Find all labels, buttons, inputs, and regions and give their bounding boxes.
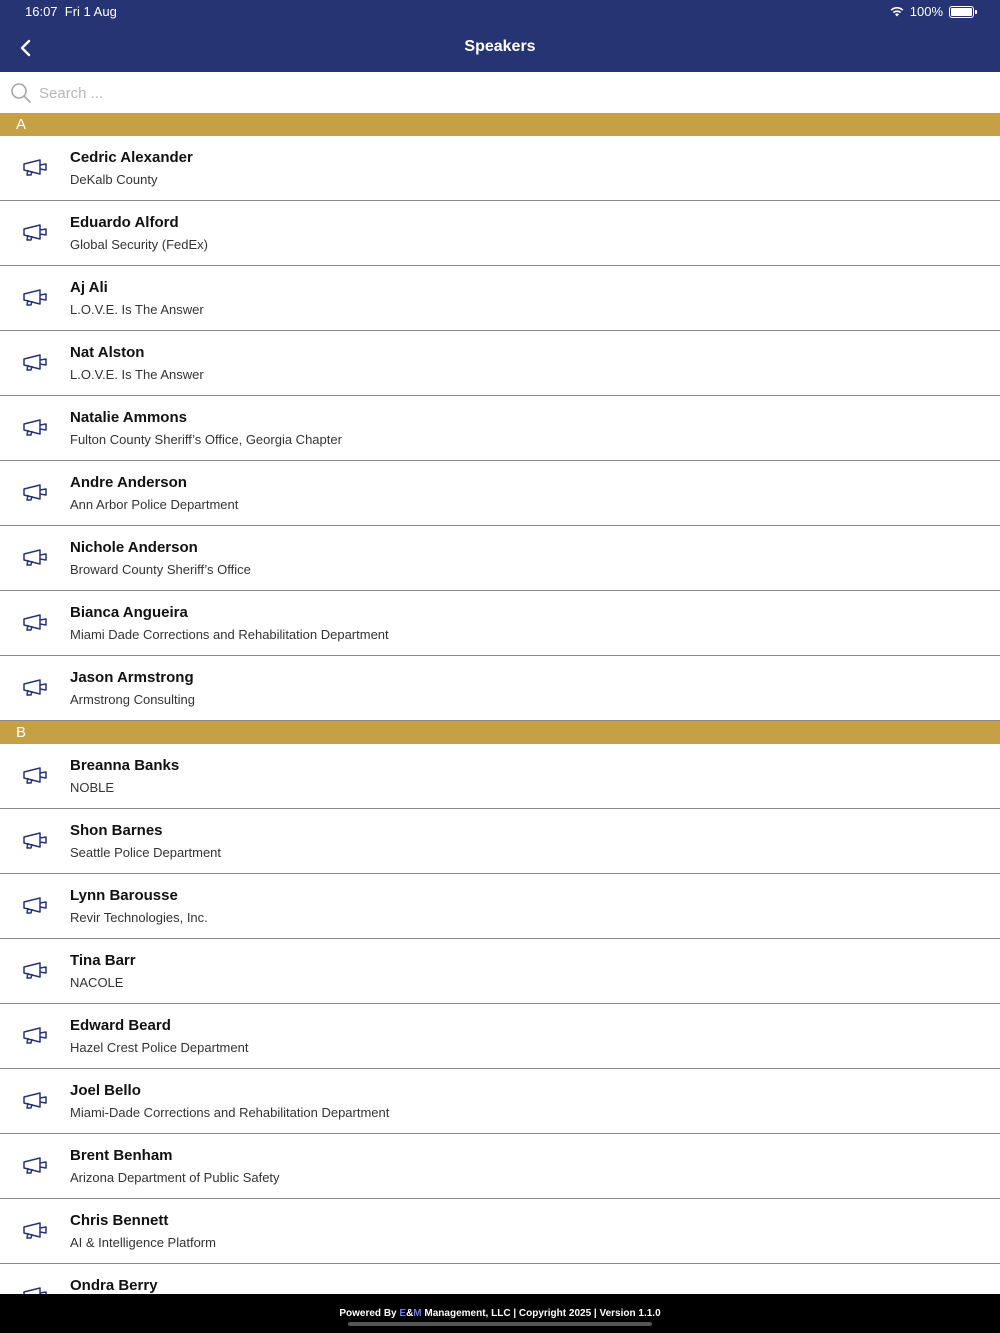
megaphone-icon — [22, 548, 48, 568]
megaphone-icon — [22, 1026, 48, 1046]
speaker-row[interactable] — [0, 461, 1000, 526]
speaker-name: Tina Barr — [70, 952, 136, 969]
speaker-name: Nichole Anderson — [70, 539, 198, 556]
speaker-name: Brent Benham — [70, 1147, 173, 1164]
speaker-row[interactable] — [0, 136, 1000, 201]
speaker-organization: DeKalb County — [70, 172, 158, 187]
battery-icon — [949, 6, 974, 18]
speaker-name: Breanna Banks — [70, 757, 180, 774]
speaker-name: Nat Alston — [70, 344, 145, 361]
speaker-organization: Miami-Dade Corrections and Rehabilitation Department — [70, 1105, 390, 1120]
section-header-a: A — [0, 113, 1000, 136]
search-bar — [0, 72, 1000, 113]
speaker-row[interactable] — [0, 396, 1000, 461]
speaker-organization: Armstrong Consulting — [70, 692, 195, 707]
speaker-row[interactable] — [0, 201, 1000, 266]
megaphone-icon — [22, 613, 48, 633]
search-icon — [10, 82, 32, 104]
speaker-name: Ondra Berry — [70, 1277, 158, 1294]
megaphone-icon — [22, 896, 48, 916]
megaphone-icon — [22, 288, 48, 308]
speaker-name: Eduardo Alford — [70, 214, 179, 231]
speaker-name: Natalie Ammons — [70, 409, 187, 426]
speaker-organization: Broward County Sheriff’s Office — [70, 562, 251, 577]
megaphone-icon — [22, 418, 48, 438]
speaker-name: Jason Armstrong — [70, 669, 194, 686]
speaker-organization: L.O.V.E. Is The Answer — [70, 367, 204, 382]
footer-text: Powered By E&M Management, LLC | Copyright 2025 | Version 1.1.0 — [339, 1308, 661, 1319]
speaker-organization: Seattle Police Department — [70, 845, 222, 860]
speaker-organization: Revir Technologies, Inc. — [70, 910, 208, 925]
speaker-row[interactable] — [0, 1069, 1000, 1134]
speaker-organization: AI & Intelligence Platform — [70, 1235, 216, 1250]
speaker-name: Joel Bello — [70, 1082, 141, 1099]
speaker-name: Andre Anderson — [70, 474, 187, 491]
wifi-icon — [890, 6, 904, 17]
speaker-row[interactable] — [0, 874, 1000, 939]
speaker-organization: Miami Dade Corrections and Rehabilitation Department — [70, 627, 389, 642]
speaker-organization: L.O.V.E. Is The Answer — [70, 302, 204, 317]
section-header-b: B — [0, 721, 1000, 744]
speaker-row[interactable] — [0, 331, 1000, 396]
megaphone-icon — [22, 483, 48, 503]
speaker-list — [0, 113, 1000, 1329]
status-indicators — [890, 4, 974, 19]
speaker-organization: Global Security (FedEx) — [70, 237, 208, 252]
speaker-organization: Fulton County Sheriff’s Office, Georgia Chapter — [70, 432, 342, 447]
speaker-row[interactable] — [0, 809, 1000, 874]
megaphone-icon — [22, 353, 48, 373]
speaker-row[interactable] — [0, 744, 1000, 809]
speaker-organization: NACOLE — [70, 975, 124, 990]
megaphone-icon — [22, 1156, 48, 1176]
speaker-row[interactable] — [0, 266, 1000, 331]
speaker-row[interactable] — [0, 1199, 1000, 1264]
speaker-organization: NOBLE — [70, 780, 115, 795]
speaker-row[interactable] — [0, 526, 1000, 591]
speaker-row[interactable] — [0, 939, 1000, 1004]
megaphone-icon — [22, 1221, 48, 1241]
megaphone-icon — [22, 766, 48, 786]
speaker-row[interactable] — [0, 656, 1000, 721]
speaker-row[interactable] — [0, 591, 1000, 656]
speaker-name: Chris Bennett — [70, 1212, 169, 1229]
speaker-name: Bianca Angueira — [70, 604, 188, 621]
megaphone-icon — [22, 158, 48, 178]
speaker-name: Shon Barnes — [70, 822, 163, 839]
footer — [0, 1294, 1000, 1333]
app-header — [0, 0, 1000, 72]
megaphone-icon — [22, 1091, 48, 1111]
battery-percent: 100% — [909, 4, 943, 19]
speaker-name: Lynn Barousse — [70, 887, 178, 904]
megaphone-icon — [22, 961, 48, 981]
speaker-organization: Hazel Crest Police Department — [70, 1040, 249, 1055]
speaker-name: Edward Beard — [70, 1017, 171, 1034]
speaker-name: Aj Ali — [70, 279, 108, 296]
search-input[interactable] — [39, 81, 979, 105]
megaphone-icon — [22, 223, 48, 243]
home-indicator — [348, 1322, 652, 1326]
speaker-name: Cedric Alexander — [70, 149, 193, 166]
speaker-organization: Ann Arbor Police Department — [70, 497, 239, 512]
speaker-organization: Arizona Department of Public Safety — [70, 1170, 280, 1185]
megaphone-icon — [22, 678, 48, 698]
speaker-row[interactable] — [0, 1134, 1000, 1199]
megaphone-icon — [22, 831, 48, 851]
page-title: Speakers — [464, 38, 536, 55]
speaker-row[interactable] — [0, 1004, 1000, 1069]
status-time: 16:07 Fri 1 Aug — [25, 4, 117, 19]
